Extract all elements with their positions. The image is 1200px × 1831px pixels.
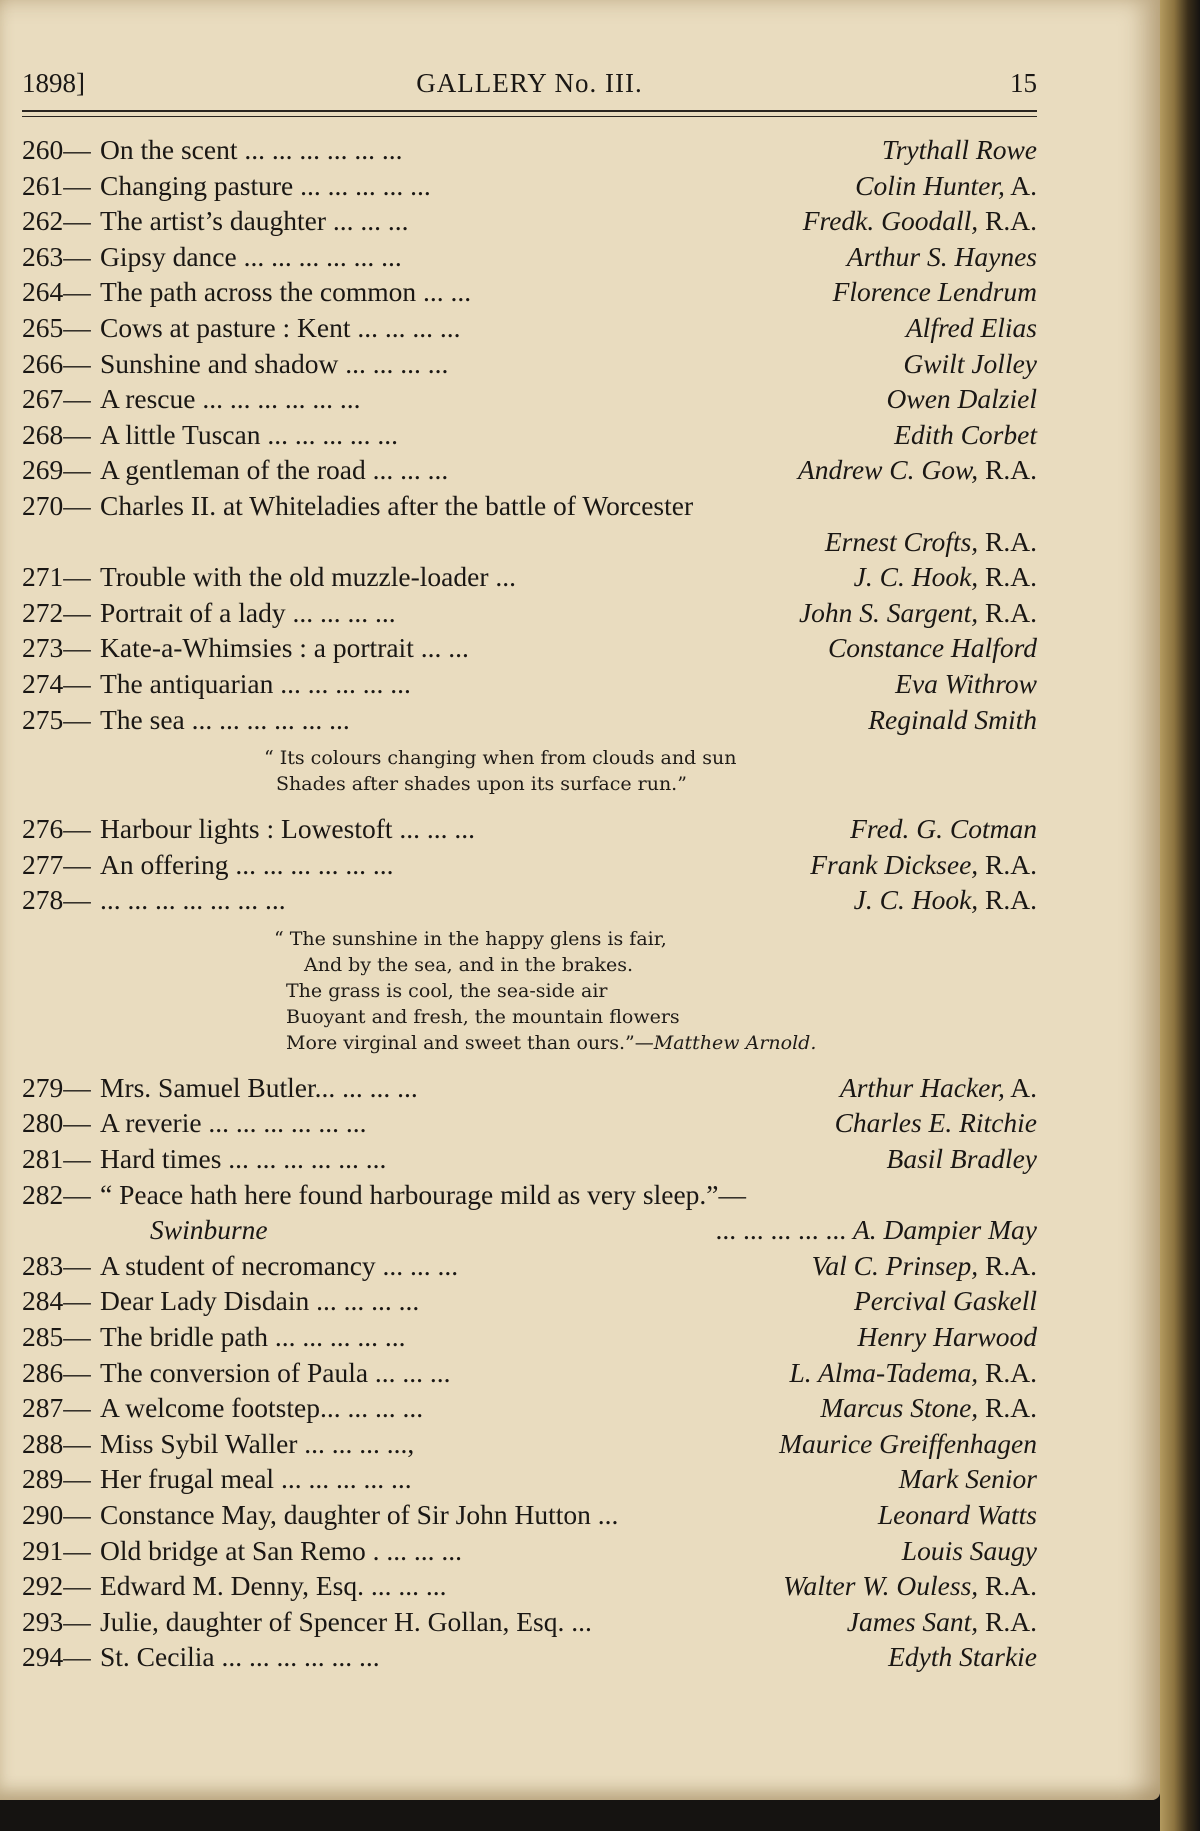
- entry-row: [22, 488, 1037, 524]
- entry-row: [22, 1177, 1037, 1213]
- entry-title: Dear Lady Disdain ... ... ... ...: [100, 1285, 420, 1317]
- entry-artist-honour: R.A.: [978, 205, 1037, 237]
- entry-artist-name: Trythall Rowe: [881, 134, 1037, 165]
- entry-artist-name: Charles E. Ritchie: [834, 1107, 1037, 1139]
- header-year: 1898]: [22, 68, 85, 98]
- verse-quote: [264, 737, 1037, 811]
- entry-row: [22, 595, 1037, 631]
- entry-artist-name: Maurice Greiffenhagen: [779, 1427, 1037, 1459]
- entry-artist: [833, 274, 1037, 310]
- entry-artist: [887, 1141, 1037, 1177]
- entry-title: A little Tuscan ... ... ... ... ...: [100, 418, 398, 450]
- entry-row: [22, 1533, 1037, 1569]
- entry-number: 262—: [22, 205, 91, 237]
- header-gallery-title: GALLERY No. III.: [416, 68, 643, 98]
- entry-number: 270—: [22, 489, 91, 521]
- quote-line: The grass is cool, the sea-side air: [286, 979, 608, 1002]
- entry-artist-honour: R.A.: [978, 525, 1037, 557]
- entry-title: Kate-a-Whimsies : a portrait ... ...: [100, 632, 469, 664]
- entry-row: [22, 132, 1037, 168]
- entry-title: Hard times ... ... ... ... ... ...: [100, 1143, 387, 1175]
- entry-number: 282—: [22, 1178, 91, 1210]
- entry-title: Trouble with the old muzzle-loader ...: [100, 561, 516, 593]
- entry-artist-name: Reginald Smith: [868, 703, 1037, 735]
- entry-group: [22, 811, 1037, 918]
- entry-artist-name: Henry Harwood: [857, 1321, 1037, 1353]
- entry-title: Harbour lights : Lowestoft ... ... ...: [100, 813, 476, 845]
- entry-artist: [854, 559, 1037, 595]
- entry-title: A gentleman of the road ... ... ...: [100, 454, 449, 486]
- entry-artist-name: Louis Saugy: [901, 1534, 1037, 1566]
- entry-artist-name: James Sant,: [846, 1605, 979, 1637]
- quote-attribution: Matthew Arnold.: [653, 1031, 817, 1054]
- entry-artist: [847, 1604, 1037, 1640]
- entry-number: 272—: [22, 596, 91, 628]
- entry-artist: [847, 239, 1037, 275]
- entry-artist-name: Leonard Watts: [877, 1499, 1037, 1530]
- entry-title: Julie, daughter of Spencer H. Gollan, Esq. ...: [100, 1605, 592, 1637]
- entry-artist: [906, 310, 1037, 346]
- entry-title: The conversion of Paula ... ... ...: [100, 1356, 451, 1388]
- entry-artist-name: Arthur S. Haynes: [846, 240, 1037, 272]
- entry-row: [22, 559, 1037, 595]
- running-header: [22, 68, 1037, 108]
- entry-title: Charles II. at Whiteladies after the battle of Worcester: [100, 489, 694, 521]
- entry-row: [22, 1319, 1037, 1355]
- entry-number: 274—: [22, 667, 91, 699]
- entry-number: 286—: [22, 1356, 91, 1388]
- entry-number: 265—: [22, 311, 91, 343]
- entry-artist-name: Gwilt Jolley: [903, 347, 1037, 379]
- entry-title: The sea ... ... ... ... ... ...: [100, 703, 350, 735]
- entry-artist-name: A. Dampier May: [852, 1214, 1037, 1246]
- entry-continuation: [22, 524, 1037, 560]
- entry-number: 271—: [22, 561, 91, 593]
- entry-artist-name: J. C. Hook,: [853, 561, 979, 593]
- entry-artist-honour: R.A.: [978, 561, 1037, 593]
- entry-number: 275—: [22, 703, 91, 735]
- entry-artist: [850, 811, 1037, 847]
- entry-title: The artist’s daughter ... ... ...: [100, 205, 409, 237]
- entry-title: The antiquarian ... ... ... ... ...: [100, 667, 411, 699]
- entry-artist-name: Fredk. Goodall,: [802, 205, 979, 237]
- quote-line: [274, 1030, 1037, 1056]
- quote-line: “ Its colours changing when from clouds and sun: [264, 747, 737, 770]
- entry-artist: [882, 132, 1037, 168]
- entry-title: A reverie ... ... ... ... ... ...: [100, 1107, 367, 1139]
- entry-row: [22, 168, 1037, 204]
- entry-artist: [789, 1355, 1037, 1391]
- entry-row: [22, 630, 1037, 666]
- entry-artist-name: Val C. Prinsep,: [811, 1249, 979, 1281]
- entry-artist-name: Basil Bradley: [886, 1143, 1037, 1175]
- entry-row: [22, 274, 1037, 310]
- entry-artist: [828, 630, 1037, 666]
- entry-row: [22, 203, 1037, 239]
- entry-number: 279—: [22, 1071, 91, 1103]
- entry-title: Miss Sybil Waller ... ... ... ...,: [100, 1427, 415, 1459]
- entry-number: 288—: [22, 1427, 91, 1459]
- entry-number: 268—: [22, 418, 91, 450]
- entry-artist: [779, 1426, 1037, 1462]
- entry-row: [22, 1212, 1037, 1248]
- entry-title: Cows at pasture : Kent ... ... ... ...: [100, 311, 461, 343]
- entry-artist: [899, 1461, 1037, 1497]
- entry-row: [22, 811, 1037, 847]
- entry-row: [22, 1639, 1037, 1675]
- entry-number: 291—: [22, 1534, 91, 1566]
- entry-title: ... ... ... ... ... ... ...: [100, 884, 286, 916]
- entry-artist: [820, 1390, 1037, 1426]
- entry-title: Her frugal meal ... ... ... ... ...: [100, 1463, 412, 1495]
- quote-line: Shades after shades upon its surface run.”: [276, 773, 687, 796]
- entry-artist-name: Florence Lendrum: [832, 276, 1037, 308]
- entry-artist: [895, 666, 1037, 702]
- entry-number: 283—: [22, 1249, 91, 1281]
- entry-artist-name: Frank Dicksee,: [810, 848, 979, 880]
- entry-row: [22, 1355, 1037, 1391]
- entry-row: [22, 702, 1037, 738]
- entry-artist: [854, 882, 1037, 918]
- entry-row: [22, 1604, 1037, 1640]
- entry-group: [22, 1070, 1037, 1212]
- entry-title: An offering ... ... ... ... ... ...: [100, 848, 394, 880]
- entry-leaders: ... ... ... ... ...: [715, 1214, 847, 1246]
- entry-artist-name: Andrew C. Gow,: [797, 454, 979, 486]
- entry-artist-name: Alfred Elias: [905, 311, 1037, 343]
- entry-artist: [855, 168, 1037, 204]
- entry-title: A rescue ... ... ... ... ... ...: [100, 383, 361, 415]
- entry-row: [22, 381, 1037, 417]
- entry-artist-name: Colin Hunter,: [855, 169, 1005, 201]
- entry-artist-honour: A.: [1004, 1071, 1037, 1103]
- entry-number: 276—: [22, 813, 91, 845]
- entry-artist: [854, 1283, 1037, 1319]
- entry-number: 277—: [22, 848, 91, 880]
- entry-number: 278—: [22, 884, 91, 916]
- entry-artist-name: Eva Withrow: [895, 667, 1037, 699]
- entry-artist-honour: R.A.: [978, 1570, 1037, 1602]
- entry-number: 285—: [22, 1321, 91, 1353]
- entry-row: [22, 452, 1037, 488]
- entry-artist: [894, 417, 1037, 453]
- book-page-edge: [1160, 0, 1200, 1831]
- entry-title: Mrs. Samuel Butler... ... ... ...: [100, 1071, 418, 1103]
- entry-number: 287—: [22, 1392, 91, 1424]
- verse-quote: [274, 918, 1037, 1070]
- entry-artist-name: Mark Senior: [898, 1463, 1037, 1495]
- entry-row: [22, 847, 1037, 883]
- entry-title: Portrait of a lady ... ... ... ...: [100, 596, 396, 628]
- entry-row: [22, 882, 1037, 918]
- entry-artist: [798, 452, 1037, 488]
- entry-row: [22, 310, 1037, 346]
- entry-row: [22, 1461, 1037, 1497]
- entry-artist-name: John S. Sargent,: [798, 596, 979, 628]
- entry-title: Gipsy dance ... ... ... ... ... ...: [100, 240, 402, 272]
- entry-artist: [902, 1533, 1037, 1569]
- entry-artist-name: Owen Dalziel: [886, 383, 1037, 415]
- entry-artist: [840, 1070, 1037, 1106]
- entry-artist-name: Edith Corbet: [894, 418, 1037, 450]
- entry-group: [22, 132, 1037, 524]
- entry-title: The path across the common ... ...: [100, 276, 472, 308]
- entry-number: 293—: [22, 1605, 91, 1637]
- entry-title: Edward M. Denny, Esq. ... ... ...: [100, 1570, 447, 1602]
- entry-artist-honour: R.A.: [978, 596, 1037, 628]
- entry-title: A welcome footstep... ... ... ...: [100, 1392, 424, 1424]
- entry-group: [22, 559, 1037, 737]
- entry-artist-name: L. Alma-Tadema,: [789, 1356, 979, 1388]
- entry-number: 260—: [22, 134, 91, 165]
- entry-number: 267—: [22, 383, 91, 415]
- entry-artist-name: Marcus Stone,: [820, 1392, 979, 1424]
- entry-title: “ Peace hath here found harbourage mild as very sleep.”—: [100, 1178, 746, 1210]
- header-rule-thin: [22, 116, 1037, 117]
- entry-artist-name: Constance Halford: [827, 632, 1037, 664]
- entry-row: [22, 417, 1037, 453]
- entry-title: Changing pasture ... ... ... ... ...: [100, 169, 431, 201]
- entry-title: On the scent ... ... ... ... ... ...: [100, 134, 403, 165]
- entry-artist-honour: R.A.: [978, 1249, 1037, 1281]
- entry-row: [22, 1497, 1037, 1533]
- entry-number: 292—: [22, 1570, 91, 1602]
- entry-title: Sunshine and shadow ... ... ... ...: [100, 347, 449, 379]
- entry-artist-honour: R.A.: [978, 1392, 1037, 1424]
- entry-row: [22, 239, 1037, 275]
- entry-row: [22, 346, 1037, 382]
- entry-artist-honour: R.A.: [978, 848, 1037, 880]
- entry-artist: [810, 847, 1037, 883]
- entry-row: [22, 1390, 1037, 1426]
- entry-number: 289—: [22, 1463, 91, 1495]
- entry-artist-name: Edyth Starkie: [888, 1641, 1037, 1673]
- entry-artist-honour: R.A.: [978, 454, 1037, 486]
- entry-number: 280—: [22, 1107, 91, 1139]
- entry-row: [22, 1426, 1037, 1462]
- quote-line: And by the sea, and in the brakes.: [304, 953, 634, 976]
- entry-artist-name: J. C. Hook,: [853, 884, 979, 916]
- entry-row: [22, 1283, 1037, 1319]
- quote-line: “ The sunshine in the happy glens is fair,: [274, 927, 667, 950]
- entry-artist-honour: R.A.: [978, 1356, 1037, 1388]
- page-number: 15: [1010, 68, 1037, 98]
- entry-artist: [878, 1497, 1037, 1533]
- entry-artist: [783, 1568, 1037, 1604]
- entry-number: 261—: [22, 169, 91, 201]
- entry-title: Constance May, daughter of Sir John Hutton ...: [100, 1499, 619, 1530]
- entry-title: St. Cecilia ... ... ... ... ... ...: [100, 1641, 380, 1673]
- entry-row: [22, 1141, 1037, 1177]
- entry-number: 273—: [22, 632, 91, 664]
- entry-artist-name: Walter W. Ouless,: [783, 1570, 979, 1602]
- entry-row: [22, 1070, 1037, 1106]
- entry-number: 284—: [22, 1285, 91, 1317]
- entry-number: 290—: [22, 1499, 91, 1530]
- header-rule-thick: [22, 110, 1037, 112]
- entry-artist-honour: A.: [1004, 169, 1037, 201]
- entry-artist: [715, 1212, 1037, 1248]
- entry-artist: [868, 702, 1037, 738]
- entry-row: [22, 1105, 1037, 1141]
- entry-artist-name: Arthur Hacker,: [839, 1071, 1005, 1103]
- catalogue-entries: [22, 132, 1037, 1675]
- entry-number: 294—: [22, 1641, 91, 1673]
- entry-number: 263—: [22, 240, 91, 272]
- entry-quote-author: Swinburne: [150, 1214, 268, 1246]
- entry-number: 281—: [22, 1143, 91, 1175]
- entry-artist-name: Fred. G. Cotman: [850, 813, 1037, 845]
- entry-artist: [812, 1248, 1037, 1284]
- entry-artist: [799, 595, 1037, 631]
- entry-number: 264—: [22, 276, 91, 308]
- entry-artist-honour: R.A.: [978, 884, 1037, 916]
- entry-title: Old bridge at San Remo . ... ... ...: [100, 1534, 463, 1566]
- quote-line-text: More virginal and sweet than ours.”—: [286, 1031, 654, 1054]
- entry-artist: [835, 1105, 1037, 1141]
- entry-artist-name: Percival Gaskell: [853, 1285, 1037, 1317]
- entry-artist: [888, 1639, 1037, 1675]
- entry-artist: Ernest Crofts,: [824, 525, 979, 557]
- quote-line: Buoyant and fresh, the mountain flowers: [286, 1005, 680, 1028]
- entry-row: [22, 666, 1037, 702]
- entry-number: 266—: [22, 347, 91, 379]
- entry-artist: [803, 203, 1037, 239]
- entry-title: The bridle path ... ... ... ... ...: [100, 1321, 406, 1353]
- entry-artist: [903, 346, 1037, 382]
- entry-number: 269—: [22, 454, 91, 486]
- entry-artist: [857, 1319, 1037, 1355]
- entry-row: [22, 1248, 1037, 1284]
- entry-row: [22, 1568, 1037, 1604]
- entry-artist-honour: R.A.: [978, 1605, 1037, 1637]
- entry-artist: [887, 381, 1037, 417]
- entry-title: A student of necromancy ... ... ...: [100, 1249, 459, 1281]
- entry-group: [22, 1248, 1037, 1675]
